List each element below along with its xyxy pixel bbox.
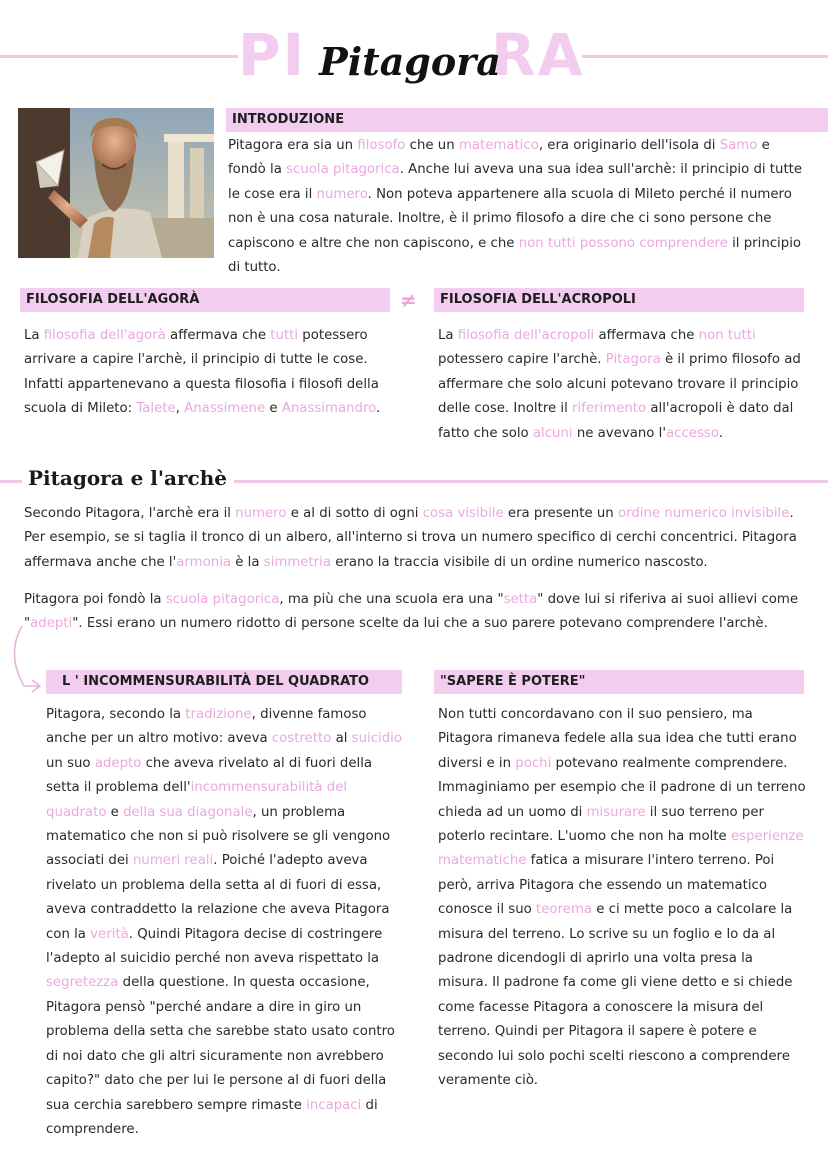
highlighted-term: setta bbox=[503, 592, 538, 607]
highlighted-term: numero bbox=[316, 186, 368, 202]
highlighted-term: matematico bbox=[458, 138, 539, 153]
page-title: Pitagora bbox=[319, 39, 501, 84]
section-line-right bbox=[234, 480, 828, 483]
text-run: potessero capire l'archè. bbox=[438, 352, 606, 368]
text-run: e ci mette poco a calcolare la misura del terreno. Lo scrive su un foglio e lo da al padrone dicendogli di aprirlo una volta presa la misura. Il padrone fa come gli viene detto e si chiede come facesse Pitagora a conoscere la misura del terreno. Quindi per Pitagora il sapere è potere e secondo lui solo pochi scelti riescono a comprendere veramente ciò. bbox=[438, 902, 793, 1089]
highlighted-term: Anassimene bbox=[184, 401, 266, 417]
text-run: , era originario dell'isola di bbox=[538, 138, 720, 153]
highlighted-term: teorema bbox=[536, 902, 592, 918]
text-run: e bbox=[265, 401, 282, 417]
highlighted-term: non tutti bbox=[698, 328, 756, 343]
highlighted-term: non tutti possono comprendere bbox=[518, 235, 728, 251]
agora-text bbox=[24, 324, 388, 422]
text-run: un suo bbox=[46, 755, 95, 771]
highlighted-term: tradizione bbox=[185, 707, 252, 722]
text-run: della questione. In questa occasione, Pitagora pensò "perché andare a dire in giro un problema della setta che sarebbe stato usato contro di noi dato che gli altri sicuramente non avrebbero capito?" dato che per lui le persone al di fuori della sua cerchia sarebbero sempre rimaste bbox=[46, 975, 395, 1113]
text-run: La bbox=[438, 328, 458, 343]
text-run: ". Essi erano un numero ridotto di persone scelte da lui che a suo parere potevano comprendere l'archè. bbox=[72, 616, 768, 632]
text-run: potessero arrivare a capire l'archè, il principio di tutte le cose. Infatti appartenevano a questa filosofia i filosofi della scuola di Mileto: bbox=[24, 328, 379, 417]
text-run: affermava che bbox=[165, 328, 271, 343]
highlighted-term: alcuni bbox=[532, 425, 573, 441]
highlighted-term: suicidio bbox=[351, 731, 402, 747]
text-run: all'acropoli è dato dal fatto che solo bbox=[438, 401, 794, 441]
highlighted-term: riferimento bbox=[572, 401, 647, 417]
header-line-right bbox=[582, 55, 828, 58]
highlighted-term: incapaci bbox=[306, 1097, 362, 1113]
text-run: . Quindi Pitagora decise di costringere l'adepto al suicidio perché non aveva rispettato la bbox=[46, 926, 383, 967]
highlighted-term: tutti bbox=[270, 328, 299, 343]
text-run: e al di sotto di ogni bbox=[286, 506, 423, 521]
text-run: il principio di tutto. bbox=[228, 235, 802, 276]
text-run: che un bbox=[405, 138, 459, 153]
intro-heading: INTRODUZIONE bbox=[226, 108, 828, 132]
text-run: fatica a misurare l'intero terreno. Poi però, arriva Pitagora che essendo un matematico conosce il suo bbox=[438, 853, 775, 918]
curved-arrow-icon bbox=[4, 624, 46, 696]
highlighted-term: filosofia dell'acropoli bbox=[457, 328, 595, 343]
text-run: è il primo filosofo ad affermare che solo alcuni potevano trovare il principio delle cose. Inoltre il bbox=[438, 352, 801, 417]
highlighted-term: numeri reali bbox=[132, 853, 214, 869]
highlighted-term: adepti bbox=[30, 616, 73, 632]
text-run: il suo terreno per poterlo recintare. L'uomo che non ha molte bbox=[438, 804, 764, 845]
text-run: La bbox=[24, 328, 44, 343]
arche-paragraph-1 bbox=[24, 502, 806, 575]
text-run: al bbox=[331, 731, 352, 747]
arche-paragraph-2 bbox=[24, 588, 806, 637]
highlighted-term: Anassimandro bbox=[281, 401, 377, 417]
text-run: è la bbox=[231, 554, 264, 570]
highlighted-term: ordine numerico invisibile bbox=[617, 506, 790, 521]
text-run: . Poiché l'adepto aveva rivelato un problema della setta al di fuori di essa, aveva contraddetto la relazione che aveva Pitagora con la bbox=[46, 853, 390, 942]
text-run: Secondo Pitagora, l'archè era il bbox=[24, 506, 236, 521]
text-run: di comprendere. bbox=[46, 1097, 378, 1137]
text-run: , ma più che una scuola era una " bbox=[279, 592, 504, 607]
text-run: . bbox=[718, 425, 723, 441]
highlighted-term: segretezza bbox=[46, 975, 119, 991]
highlighted-term: numero bbox=[235, 506, 287, 521]
agora-heading: FILOSOFIA DELL'AGORÀ bbox=[20, 288, 390, 312]
title-background: PI RA bbox=[238, 21, 585, 89]
sapere-heading: "SAPERE È POTERE" bbox=[434, 670, 804, 694]
text-run: ne avevano l' bbox=[572, 425, 667, 441]
highlighted-term: Talete bbox=[136, 401, 176, 417]
text-run: . Non poteva appartenere alla scuola di Mileto perché il numero non è una cosa naturale. Inoltre, è il primo filosofo a dire che ci sono persone che capiscono e altre che non capiscono, e che bbox=[228, 186, 792, 251]
intro-text bbox=[228, 134, 806, 280]
highlighted-term: filosofo bbox=[357, 138, 406, 153]
text-run: era presente un bbox=[503, 506, 618, 521]
highlighted-term: Pitagora bbox=[605, 352, 661, 368]
highlighted-term: filosofia dell'agorà bbox=[43, 328, 166, 343]
highlighted-term: accesso bbox=[666, 425, 719, 441]
highlighted-term: scuola pitagorica bbox=[165, 592, 280, 607]
text-run: Non tutti concordavano con il suo pensiero, ma Pitagora rimaneva fedele alla sua idea che tutti erano diversi e in bbox=[438, 707, 797, 771]
text-run: erano la traccia visibile di un ordine numerico nascosto. bbox=[331, 554, 708, 570]
highlighted-term: cosa visibile bbox=[422, 506, 504, 521]
text-run: " dove lui si riferiva ai suoi allievi come " bbox=[24, 592, 799, 632]
text-run: Pitagora era sia un bbox=[228, 138, 358, 153]
text-run: e fondò la bbox=[228, 138, 770, 178]
text-run: . Anche lui aveva una sua idea sull'archè: il principio di tutte le cose era il bbox=[228, 162, 803, 202]
acropoli-text bbox=[438, 324, 806, 446]
highlighted-term: scuola pitagorica bbox=[286, 162, 400, 178]
highlighted-term: incommensurabilità del quadrato bbox=[46, 780, 348, 820]
highlighted-term: verità bbox=[90, 926, 129, 942]
highlighted-term: della sua diagonale bbox=[123, 804, 253, 820]
incommensurabilita-text bbox=[46, 703, 406, 1142]
highlighted-term: adepto bbox=[94, 755, 142, 771]
arche-section-title: Pitagora e l'archè bbox=[28, 466, 227, 490]
header-line-left bbox=[0, 55, 238, 58]
text-run: e bbox=[106, 804, 124, 820]
not-equal-icon: ≠ bbox=[400, 288, 417, 312]
highlighted-term: simmetria bbox=[263, 554, 331, 570]
highlighted-term: Samo bbox=[719, 138, 758, 153]
philosopher-portrait-icon bbox=[18, 108, 214, 258]
text-run: , bbox=[175, 401, 185, 417]
text-run: . bbox=[376, 401, 381, 417]
highlighted-term: esperienze matematiche bbox=[438, 829, 804, 869]
text-run: Pitagora poi fondò la bbox=[24, 592, 166, 607]
text-run: Pitagora, secondo la bbox=[46, 707, 186, 722]
text-run: . Per esempio, se si taglia il tronco di un albero, all'interno si trova un numero specifico di cerchi concentrici. Pitagora affermava anche che l' bbox=[24, 506, 797, 570]
highlighted-term: costretto bbox=[271, 731, 332, 747]
highlighted-term: armonia bbox=[176, 554, 232, 570]
highlighted-term: misurare bbox=[586, 804, 646, 820]
sapere-text bbox=[438, 703, 806, 1094]
text-run: potevano realmente comprendere. Immaginiamo per esempio che il padrone di un terreno chieda ad un uomo di bbox=[438, 755, 806, 820]
text-run: che aveva rivelato al di fuori della setta il problema dell' bbox=[46, 755, 373, 796]
highlighted-term: pochi bbox=[515, 755, 552, 771]
incommensurabilita-heading: L ' INCOMMENSURABILITÀ DEL QUADRATO bbox=[46, 670, 402, 694]
text-run: affermava che bbox=[594, 328, 699, 343]
text-run: , divenne famoso anche per un altro motivo: aveva bbox=[46, 707, 367, 747]
text-run: , un problema matematico che non si può risolvere se gli vengono associati dei bbox=[46, 804, 391, 869]
acropoli-heading: FILOSOFIA DELL'ACROPOLI bbox=[434, 288, 804, 312]
section-line-left bbox=[0, 480, 22, 483]
